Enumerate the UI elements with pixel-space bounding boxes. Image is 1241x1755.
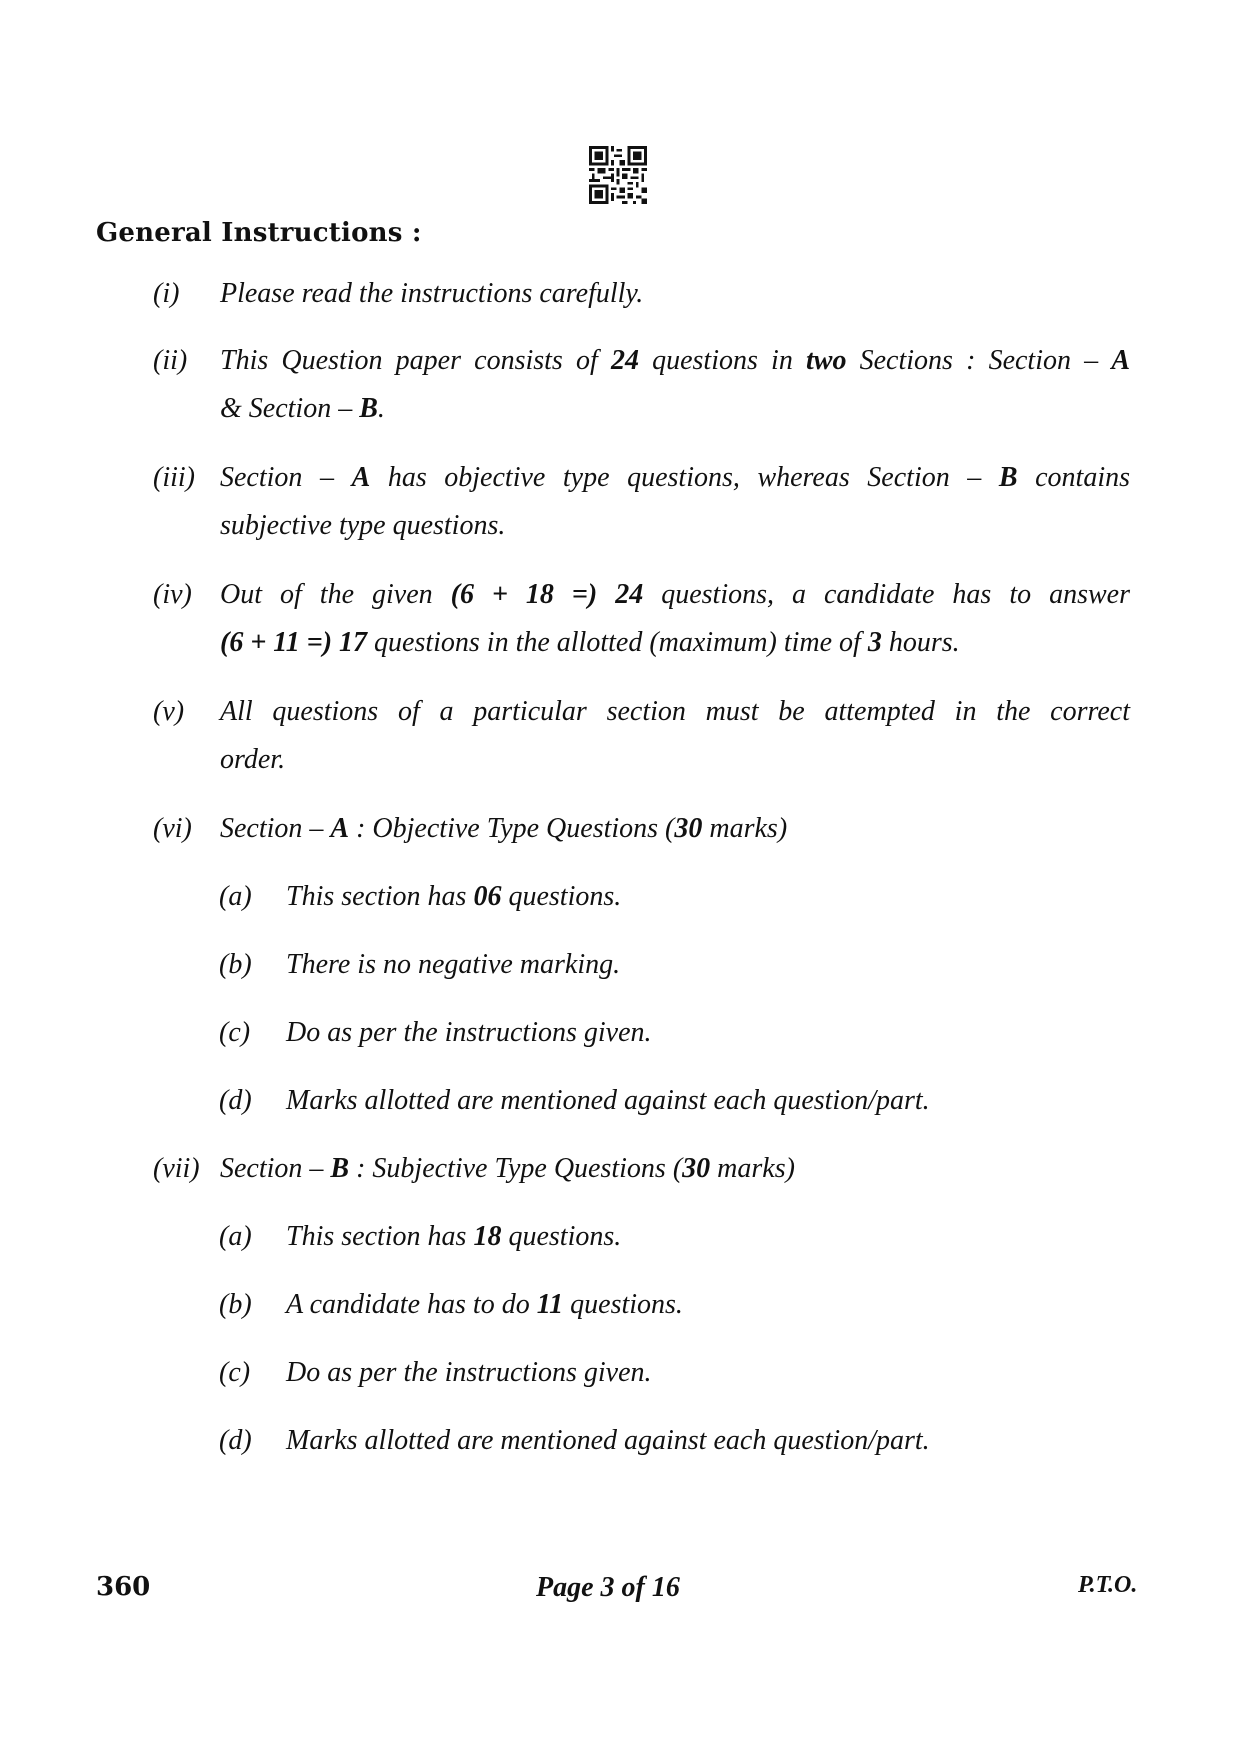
sub-item-number: (d) xyxy=(219,1425,252,1456)
page-title: General Instructions : xyxy=(96,218,422,248)
sub-item-number: (a) xyxy=(219,1221,252,1252)
item-text: Out of the given (6 + 18 =) 24 questions, a candidate has to answer (6 + 11 =) 17 questions in the allotted (maximum) time of 3 hours. xyxy=(220,579,1131,658)
sub-item-text: Marks allotted are mentioned against each question/part. xyxy=(286,1085,930,1116)
item-number: (iii) xyxy=(153,462,195,493)
item-text: Section – A : Objective Type Questions (30 marks) xyxy=(220,813,788,844)
sub-item-number: (c) xyxy=(219,1357,251,1388)
sub-item-text: Marks allotted are mentioned against each question/part. xyxy=(286,1425,930,1456)
page-number: Page 3 of 16 xyxy=(536,1572,680,1603)
item-text: This Question paper consists of 24 questions in two Sections : Section – A & Section – B. xyxy=(220,345,1130,424)
sub-item-text: Do as per the instructions given. xyxy=(286,1017,652,1048)
pto-label: P.T.O. xyxy=(1078,1572,1138,1598)
paper-code: 360 xyxy=(96,1572,151,1602)
sub-item-number: (c) xyxy=(219,1017,251,1048)
sub-item-number: (b) xyxy=(219,949,252,980)
item-number: (vii) xyxy=(153,1153,200,1184)
item-number: (v) xyxy=(153,696,185,727)
item-text: Section – A has objective type questions, whereas Section – B contains subjective type questions. xyxy=(220,462,1130,541)
item-number: (iv) xyxy=(153,579,192,610)
item-number: (ii) xyxy=(153,345,188,376)
sub-item-text: This section has 18 questions. xyxy=(286,1221,622,1252)
item-text: Section – B : Subjective Type Questions (30 marks) xyxy=(220,1153,795,1184)
sub-item-text: Do as per the instructions given. xyxy=(286,1357,652,1388)
item-text: All questions of a particular section must be attempted in the correct order. xyxy=(220,696,1130,775)
sub-item-text: A candidate has to do 11 questions. xyxy=(286,1289,683,1320)
item-number: (vi) xyxy=(153,813,192,844)
sub-item-text: This section has 06 questions. xyxy=(286,881,622,912)
sub-item-number: (d) xyxy=(219,1085,252,1116)
sub-item-text: There is no negative marking. xyxy=(286,949,621,980)
item-text: Please read the instructions carefully. xyxy=(220,278,644,309)
item-number: (i) xyxy=(153,278,180,309)
sub-item-number: (a) xyxy=(219,881,252,912)
sub-item-number: (b) xyxy=(219,1289,252,1320)
qr-code-icon xyxy=(589,146,647,204)
